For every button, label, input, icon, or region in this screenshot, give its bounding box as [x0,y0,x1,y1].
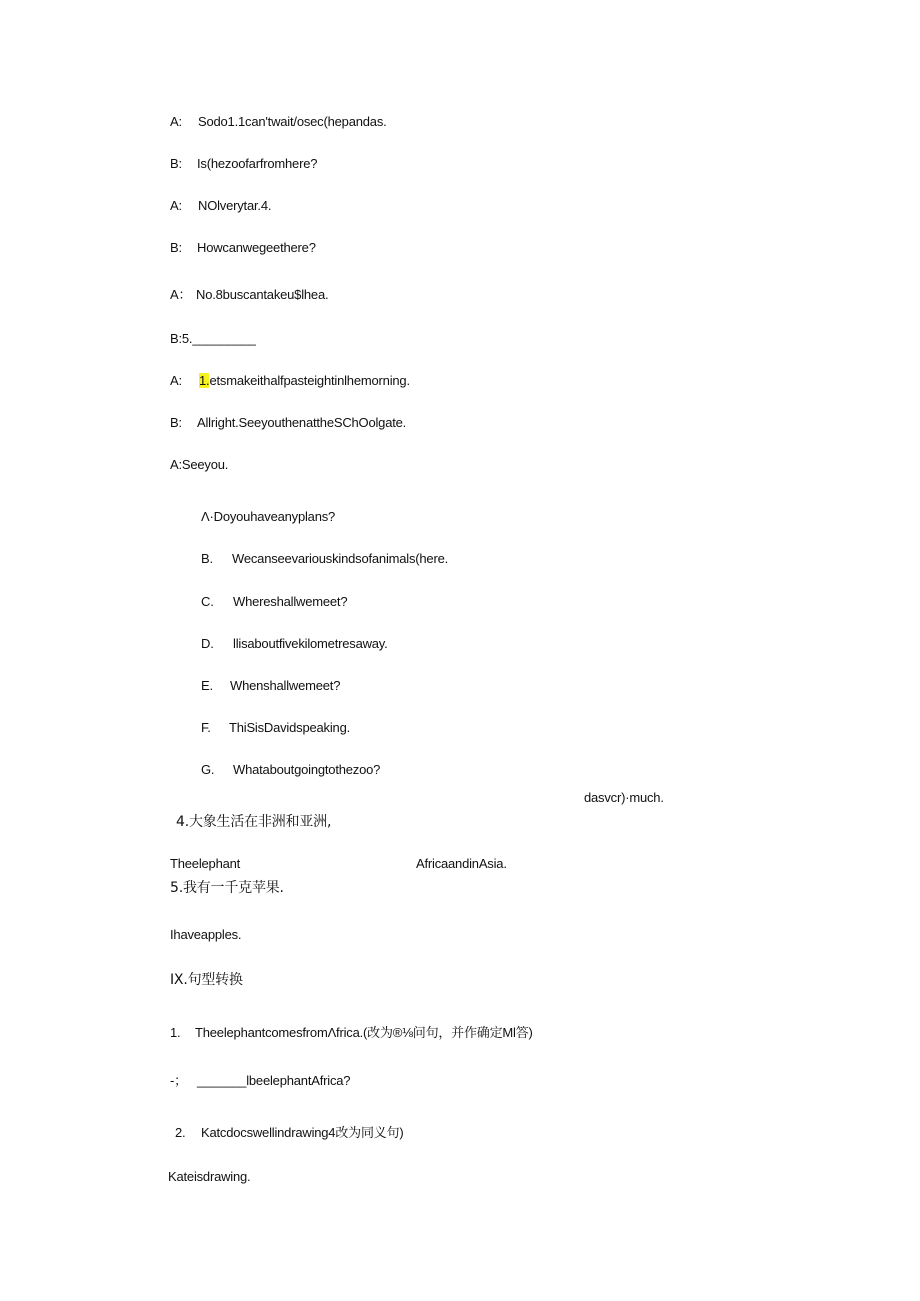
question-number: 1. [170,1025,181,1040]
option-text: llisaboutfivekilometresaway. [233,636,388,651]
speaker-label: A: [170,198,182,213]
option-letter: E. [201,678,213,693]
dialogue-line-3 [170,197,271,215]
translation-q5-prompt: 5.我有一千克苹果. [170,880,284,896]
dialogue-text: etsmakeithalfpasteightinlhemorning. [209,373,410,388]
dialogue-text: NOlverytar.4. [198,198,272,213]
speaker-label: A： [170,287,192,302]
translation-q4-left: Theelephant [170,856,241,871]
answer-blank: _______lbeelephantAfrica? [197,1073,351,1088]
dialogue-line-2 [170,155,317,173]
dialogue-line-4 [170,239,316,257]
translation-q4-right: AfricaandinAsia. [416,856,507,871]
section9-answer-1 [170,1072,350,1090]
dialogue-text: Is(hezoofarfromhere? [197,156,318,171]
highlighted-marker: 1. [199,373,210,388]
option-letter: B. [201,551,213,566]
translation-q5-answer: Ihaveapples. [170,927,242,942]
dialogue-line-8 [170,414,406,432]
option-e [201,677,340,695]
dialogue-line-7 [170,372,410,390]
speaker-label: A: [170,114,182,129]
answer-blank: _________ [192,331,256,346]
option-c [201,593,347,611]
section9-answer-2: Kateisdrawing. [168,1169,251,1184]
option-letter: D. [201,636,214,651]
dialogue-line-9 [170,456,228,474]
option-g [201,761,380,779]
translation-tail-fragment: dasvcr)·much. [584,790,664,805]
option-letter: F. [201,720,211,735]
option-text: Wecanseevariouskindsofanimals(here. [232,551,449,566]
speaker-label: B: [170,240,182,255]
section-title: IX.句型转换 [170,972,243,988]
option-text: Whataboutgoingtothezoo? [233,762,381,777]
speaker-label: A: [170,457,182,472]
speaker-label: B: [170,415,182,430]
option-text: Whereshallwemeet? [233,594,348,609]
question-number: 2. [175,1125,186,1140]
option-d [201,635,388,653]
section9-question-1 [170,1024,533,1042]
option-text: Doyouhaveanyplans? [213,509,336,524]
dialogue-text: Sodo1.1can'twait/osec(hepandas. [198,114,387,129]
option-b [201,550,448,568]
speaker-label: A: [170,373,182,388]
section9-question-2 [175,1124,403,1142]
speaker-label: B: [170,156,182,171]
option-letter: Λ· [201,509,214,524]
answer-prefix: -； [170,1073,187,1088]
dialogue-line-1 [170,113,387,131]
question-text: TheelephantcomesfromΛfrica.(改为®⅛问句，并作确定Ml答) [195,1025,533,1040]
dialogue-text: Allright.SeeyouthenattheSChOolgate. [197,415,407,430]
option-text: ThiSisDavidspeaking. [229,720,351,735]
dialogue-text: Seeyou. [181,457,229,472]
question-text: Katcdocswellindrawing4改为同义句) [201,1125,404,1140]
dialogue-line-6 [170,330,256,348]
speaker-label: B:5. [170,331,193,346]
dialogue-text: Howcanwegeethere? [197,240,316,255]
option-letter: C. [201,594,214,609]
dialogue-text: No.8buscantakeu$lhea. [196,287,329,302]
option-text: Whenshallwemeet? [230,678,341,693]
translation-q4-prompt: 4.大象生活在非洲和亚洲, [176,814,332,830]
option-a [201,508,335,526]
dialogue-line-5 [170,286,328,304]
option-letter: G. [201,762,215,777]
option-f [201,719,350,737]
